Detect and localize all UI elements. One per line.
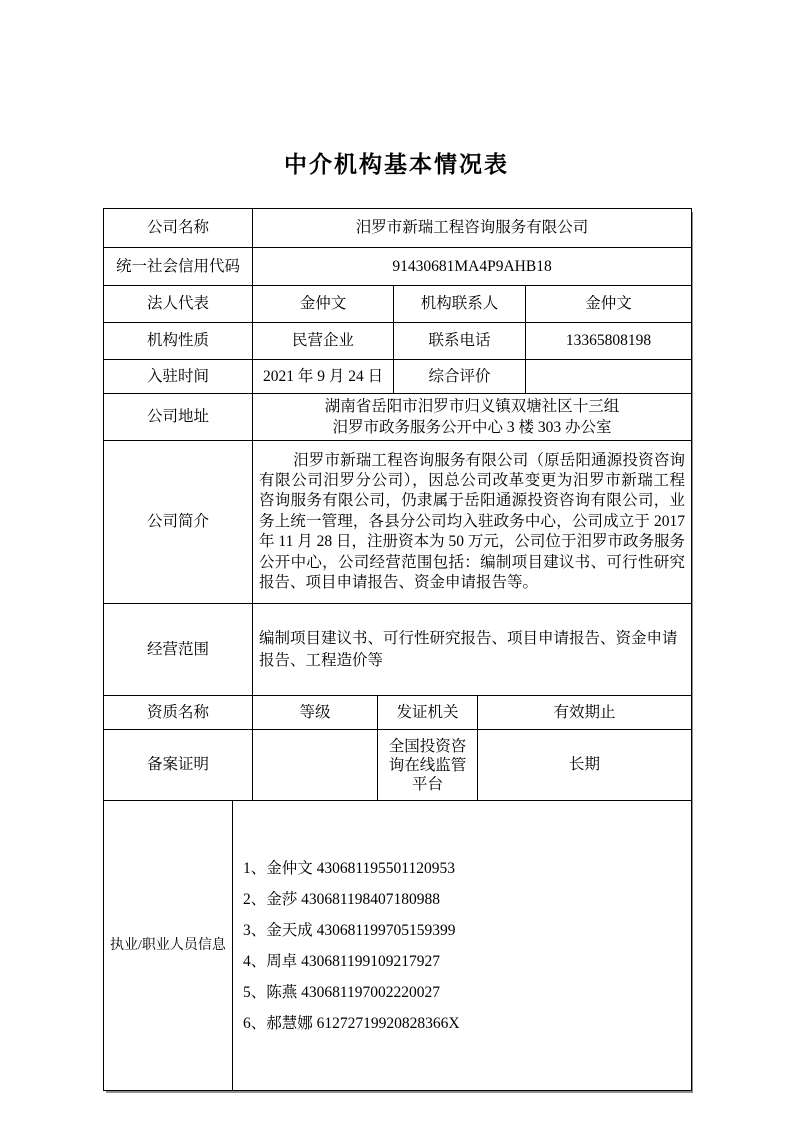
business-scope-value [253, 604, 692, 696]
rating-label: 综合评价 [394, 360, 526, 394]
org-contact-value: 金仲文 [526, 286, 692, 323]
personnel-item: 5、陈燕 430681197002220027 [243, 983, 441, 1001]
org-contact-label: 机构联系人 [394, 286, 526, 323]
company-name-label: 公司名称 [104, 209, 253, 248]
personnel-label: 执业/职业人员信息 [104, 801, 233, 1091]
profile-label: 公司简介 [104, 441, 253, 604]
row-record-cert [104, 730, 692, 801]
address-label: 公司地址 [104, 394, 253, 441]
address-value [253, 394, 692, 441]
company-name-value: 汨罗市新瑞工程咨询服务有限公司 [253, 209, 692, 248]
row-org-nature [104, 323, 692, 360]
rating-value [526, 360, 692, 394]
row-personnel [104, 801, 692, 1091]
entry-date-label: 入驻时间 [104, 360, 253, 394]
grade-header: 等级 [253, 696, 378, 730]
personnel-item: 2、金莎 430681198407180988 [243, 890, 441, 908]
business-scope-label: 经营范围 [104, 604, 253, 696]
row-company-name [104, 209, 692, 248]
issuer-header: 发证机关 [378, 696, 478, 730]
phone-label: 联系电话 [394, 323, 526, 360]
record-cert-grade [253, 730, 378, 801]
legal-rep-label: 法人代表 [104, 286, 253, 323]
org-nature-label: 机构性质 [104, 323, 253, 360]
credit-code-value: 91430681MA4P9AHB18 [253, 248, 692, 286]
validity-header: 有效期止 [478, 696, 692, 730]
record-cert-label: 备案证明 [104, 730, 253, 801]
row-entry-date [104, 360, 692, 394]
business-scope-text: 编制项目建议书、可行性研究报告、项目申请报告、资金申请报告、工程造价等 [259, 629, 678, 669]
row-legal-rep [104, 286, 692, 323]
row-qualification-header [104, 696, 692, 730]
row-profile [104, 441, 692, 604]
qualification-name-header: 资质名称 [104, 696, 253, 730]
profile-text: 汨罗市新瑞工程咨询服务有限公司（原岳阳通源投资咨询有限公司汨罗分公司），因总公司改革变更为汨罗市新瑞工程咨询服务有限公司，仍隶属于岳阳通源投资咨询有限公司，业务上统一管理，各县分公司均入驻政务中心，公司成立于 2017 年 11 月 28 日，注册资本为 50 万元，公司位于汨罗市政务服务公开中心，公司经营范围包括：编制项目建议书、可行性研究报告、项目申请报告、资金申请报告等。 [259, 451, 686, 592]
profile-value [253, 441, 692, 604]
personnel-item: 3、金天成 430681199705159399 [243, 921, 456, 939]
personnel-value [233, 801, 692, 1091]
record-cert-issuer: 全国投资咨询在线监管平台 [378, 730, 478, 801]
legal-rep-value: 金仲文 [253, 286, 394, 323]
personnel-item: 6、郝慧娜 61272719920828366X [243, 1014, 460, 1032]
record-cert-validity: 长期 [478, 730, 692, 801]
address-line-2: 汨罗市政务服务公开中心 3 楼 303 办公室 [332, 419, 612, 436]
address-line-1: 湖南省岳阳市汨罗市归义镇双塘社区十三组 [324, 398, 620, 415]
info-table [103, 208, 692, 1091]
personnel-item: 4、周卓 430681199109217927 [243, 952, 441, 970]
org-nature-value: 民营企业 [253, 323, 394, 360]
personnel-item: 1、金仲文 430681195501120953 [243, 859, 455, 877]
row-address [104, 394, 692, 441]
credit-code-label: 统一社会信用代码 [104, 248, 253, 286]
page-title: 中介机构基本情况表 [284, 152, 509, 177]
entry-date-value: 2021 年 9 月 24 日 [253, 360, 394, 394]
phone-value: 13365808198 [526, 323, 692, 360]
personnel-list [239, 858, 685, 1034]
row-business-scope [104, 604, 692, 696]
row-credit-code [104, 248, 692, 286]
